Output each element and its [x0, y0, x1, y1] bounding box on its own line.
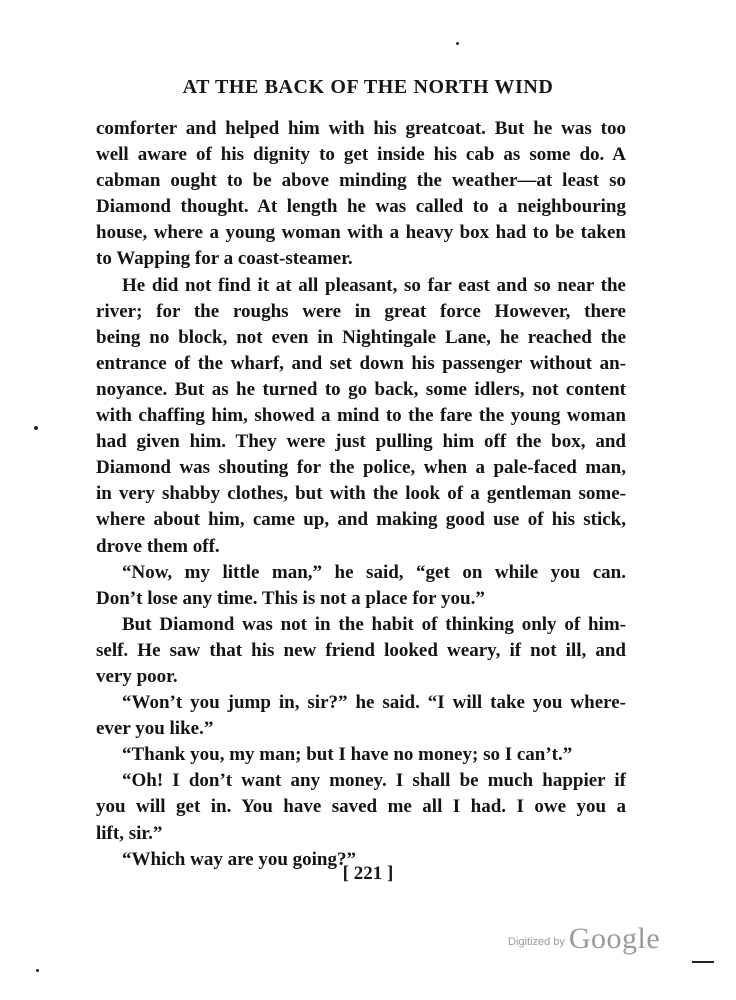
- page-number: [ 221 ]: [342, 863, 394, 884]
- text-line: where about him, came up, and making good use of his stick,: [96, 509, 626, 531]
- text-line: “Which way are you going?”: [122, 848, 357, 870]
- text-line: well aware of his dignity to get inside his cab as some do. A: [96, 144, 626, 166]
- text-line: in very shabby clothes, but with the look of a gentleman some-: [96, 483, 626, 505]
- text-line: house, where a young woman with a heavy box had to be taken: [96, 222, 626, 244]
- text-line: you will get in. You have saved me all I had. I owe you a: [96, 796, 626, 818]
- text-line: cabman ought to be above minding the weather—at least so: [96, 170, 626, 192]
- scan-mark: [692, 961, 714, 963]
- text-line: He did not find it at all pleasant, so far east and so near the: [122, 274, 626, 296]
- text-line: being no block, not even in Nightingale Lane, he reached the: [96, 326, 626, 348]
- text-line: comforter and helped him with his greatcoat. But he was too: [96, 118, 626, 139]
- digitization-watermark: [508, 922, 660, 956]
- scan-speck: [36, 969, 39, 972]
- text-line: with chaffing him, showed a mind to the fare the young woman: [96, 405, 626, 427]
- watermark-brand: Google: [568, 922, 661, 955]
- text-line: river; for the roughs were in great force However, there: [96, 300, 626, 322]
- text-line: Diamond thought. At length he was called to a neighbouring: [96, 196, 626, 218]
- text-line: entrance of the wharf, and set down his passenger without an-: [96, 352, 626, 374]
- text-line: “Thank you, my man; but I have no money; so I can’t.”: [122, 744, 573, 766]
- scan-speck: [456, 42, 459, 45]
- text-line: ever you like.”: [96, 718, 214, 740]
- text-line: “Oh! I don’t want any money. I shall be much happier if: [122, 770, 626, 792]
- text-line: “Now, my little man,” he said, “get on while you can.: [122, 561, 626, 583]
- text-line: self. He saw that his new friend looked weary, if not ill, and: [96, 639, 626, 661]
- scan-speck: [34, 426, 38, 430]
- watermark-prefix: Digitized by: [508, 936, 565, 948]
- text-line: noyance. But as he turned to go back, some idlers, not content: [96, 378, 626, 400]
- text-line: lift, sir.”: [96, 822, 163, 844]
- text-line: drove them off.: [96, 535, 220, 557]
- text-line: Don’t lose any time. This is not a place for you.”: [96, 587, 485, 609]
- text-line: to Wapping for a coast-steamer.: [96, 248, 353, 270]
- text-line: had given him. They were just pulling him off the box, and: [96, 431, 626, 453]
- running-head: AT THE BACK OF THE NORTH WIND: [182, 76, 554, 98]
- text-line: “Won’t you jump in, sir?” he said. “I will take you where-: [122, 692, 626, 714]
- text-line: But Diamond was not in the habit of thinking only of him-: [122, 613, 626, 635]
- text-line: Diamond was shouting for the police, when a pale-faced man,: [96, 457, 626, 479]
- text-line: very poor.: [96, 665, 178, 687]
- body-text: [96, 116, 626, 873]
